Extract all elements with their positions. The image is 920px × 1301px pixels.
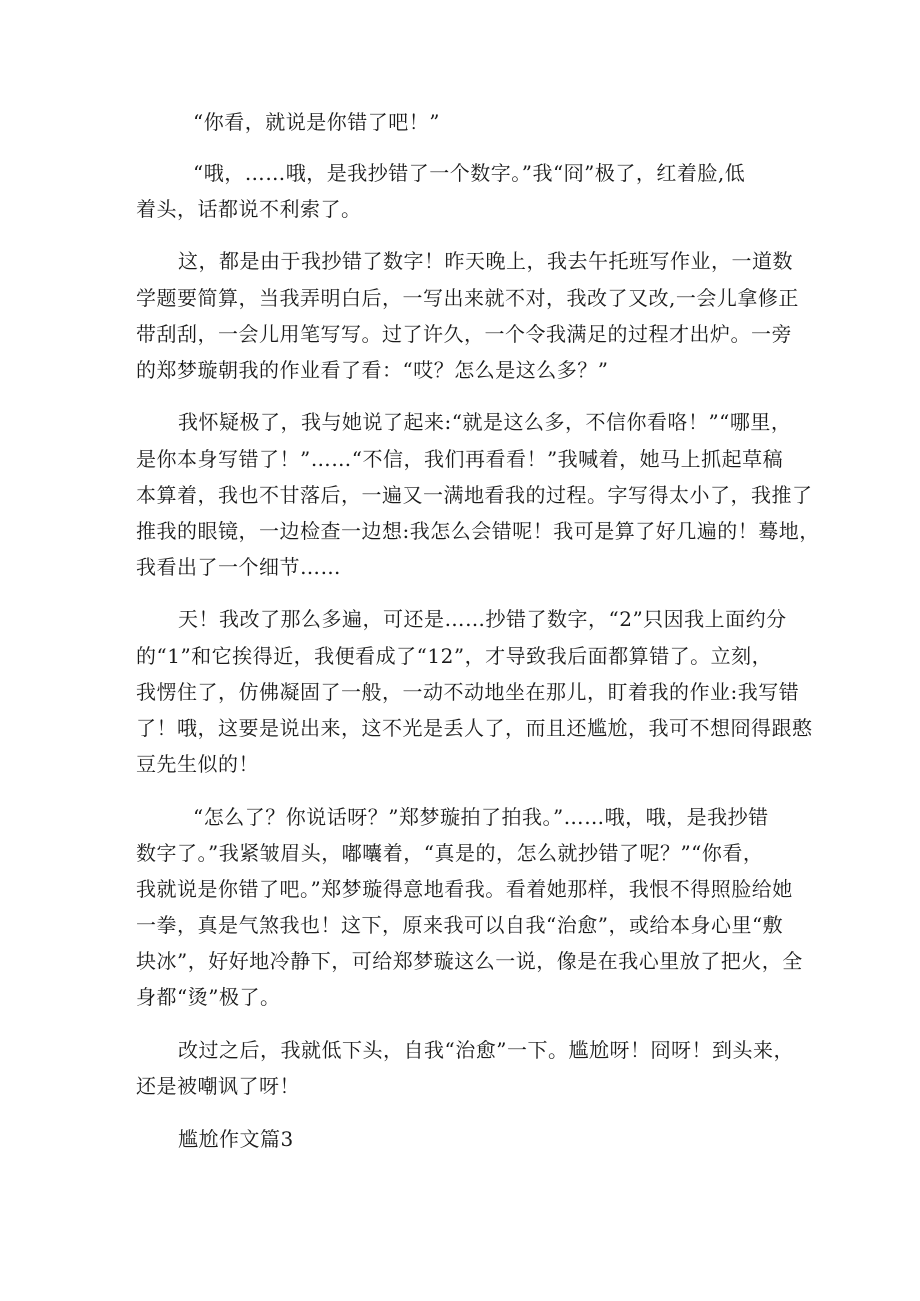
text-line: 这，都是由于我抄错了数字！昨天晚上，我去午托班写作业，一道数 [178,249,793,273]
text-line: 了！哦，这要是说出来，这不光是丢人了，而且还尴尬，我可不想冏得跟憨 [136,716,813,740]
text-line: 我看出了一个细节…… [136,555,341,579]
text-line: 还是被嘲讽了呀！ [136,1074,300,1098]
text-line: 着头，话都说不利索了。 [136,197,362,221]
text-line: “你看，就说是你错了吧！” [193,110,440,134]
text-line: 改过之后，我就低下头，自我“治愈”一下。尴尬呀！冏呀！到头来， [178,1038,794,1062]
text-line: 推我的眼镜，一边检查一边想:我怎么会错呢！我可是算了好几遍的！蓦地， [136,519,820,543]
text-line: “哦，……哦，是我抄错了一个数字。”我“冏”极了，红着脸,低 [193,161,746,185]
text-line: 数字了。”我紧皱眉头，嘟囔着，“真是的，怎么就抄错了呢？”“你看， [136,841,764,865]
section-heading: 尴尬作文篇3 [178,1127,294,1151]
text-line: 带刮刮，一会儿用笔写写。过了许久，一个令我满足的过程才出炉。一旁 [136,322,792,346]
text-line: 我愣住了，仿佛凝固了一般，一动不动地坐在那儿，盯着我的作业:我写错 [136,680,800,704]
text-line: 的郑梦璇朝我的作业看了看：“哎？怎么是这么多？” [136,358,609,382]
text-line: 我就说是你错了吧。”郑梦璇得意地看我。看着她那样，我恨不得照脸给她 [136,877,793,901]
text-line: “怎么了？你说话呀？”郑梦璇拍了拍我。”……哦，哦，是我抄错 [193,805,769,829]
text-line: 天！我改了那么多遍，可还是……抄错了数字，“2”只因我上面约分 [178,607,787,631]
text-line: 的“1”和它挨得近，我便看成了“12”，才导致我后面都算错了。立刻， [136,644,773,668]
text-line: 块冰”，好好地冷静下，可给郑梦璇这么一说，像是在我心里放了把火，全 [136,949,803,973]
text-line: 一拳，真是气煞我也！这下，原来我可以自我“治愈”，或给本身心里“敷 [136,913,784,937]
text-line: 学题要简算，当我弄明白后，一写出来就不对，我改了又改,一会儿拿修正 [136,286,799,310]
text-line: 我怀疑极了，我与她说了起来:“就是这么多，不信你看咯！”“哪里， [178,410,792,434]
text-line: 豆先生似的！ [136,752,259,776]
text-line: 本算着，我也不甘落后，一遍又一满地看我的过程。字写得太小了，我推了 [136,483,813,507]
text-line: 是你本身写错了！”……“不信，我们再看看！”我喊着，她马上抓起草稿 [136,447,784,471]
text-line: 身都“烫”极了。 [136,985,281,1009]
